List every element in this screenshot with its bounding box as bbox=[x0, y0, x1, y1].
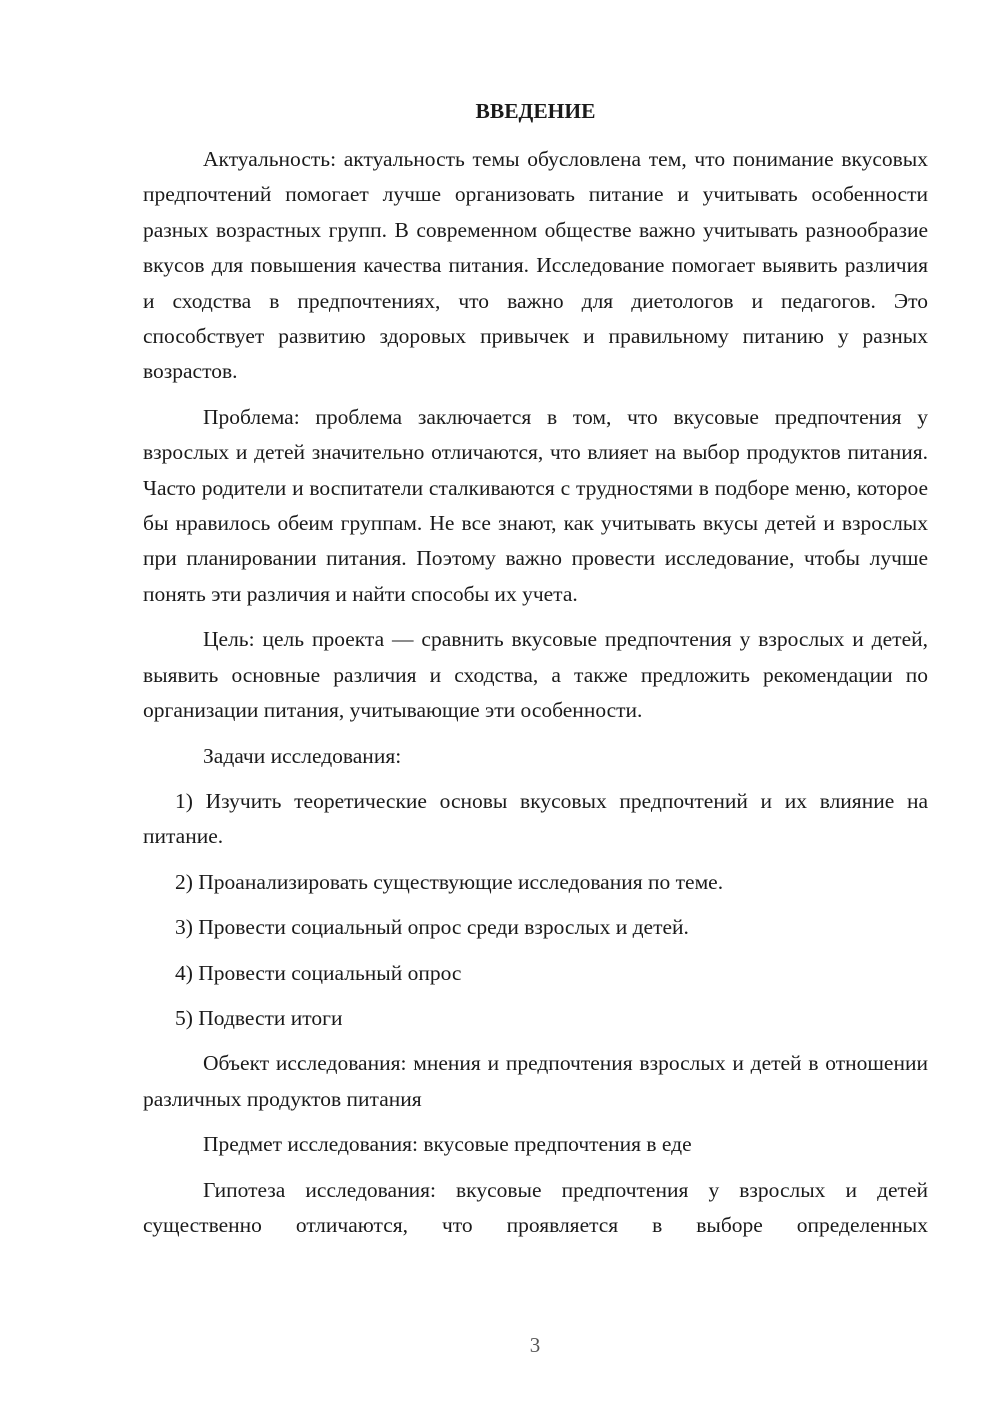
paragraph-hypothesis: Гипотеза исследования: вкусовые предпочтения у взрослых и детей существенно отличаются, что проявляется в выборе определенных bbox=[143, 1177, 928, 1237]
paragraph-object: Объект исследования: мнения и предпочтения взрослых и детей в отношении различных продуктов питания bbox=[143, 1051, 928, 1111]
section-title: ВВЕДЕНИЕ bbox=[475, 99, 596, 123]
paragraph-goal: Цель: цель проекта — сравнить вкусовые предпочтения у взрослых и детей, выявить основные различия и сходства, а также предложить рекомендации по организации питания, учитывающие эти особенности. bbox=[143, 627, 928, 723]
tasks-heading: Задачи исследования: bbox=[203, 743, 402, 768]
paragraph-relevance: Актуальность: актуальность темы обусловлена тем, что понимание вкусовых предпочтений помогает лучше организовать питание и учитывать особенности разных возрастных групп. В современном обществе важно учитывать разнообразие вкусов для повышения качества питания. Исследование помогает выявить различия и сходства в предпочтениях, что важно для диетологов и педагогов. Это способствует развитию здоровых привычек и правильному питанию у разных возрастов. bbox=[143, 147, 928, 384]
task-item-5: 5) Подвести итоги bbox=[175, 1005, 343, 1030]
task-item-4: 4) Провести социальный опрос bbox=[175, 960, 462, 985]
paragraph-problem: Проблема: проблема заключается в том, что вкусовые предпочтения у взрослых и детей значительно отличаются, что влияет на выбор продуктов питания. Часто родители и воспитатели сталкиваются с трудностями в подборе меню, которое бы нравилось обеим группам. Не все знают, как учитывать вкусы детей и взрослых при планировании питания. Поэтому важно провести исследование, чтобы лучше понять эти различия и найти способы их учета. bbox=[143, 404, 928, 606]
page-number: 3 bbox=[529, 1333, 541, 1357]
document-page bbox=[143, 96, 928, 1253]
paragraph-subject: Предмет исследования: вкусовые предпочтения в еде bbox=[203, 1132, 692, 1157]
task-item-3: 3) Провести социальный опрос среди взрослых и детей. bbox=[175, 915, 689, 940]
task-item-2: 2) Проанализировать существующие исследования по теме. bbox=[175, 869, 724, 894]
task-item-1: 1) Изучить теоретические основы вкусовых предпочтений и их влияние на питание. bbox=[143, 788, 928, 849]
